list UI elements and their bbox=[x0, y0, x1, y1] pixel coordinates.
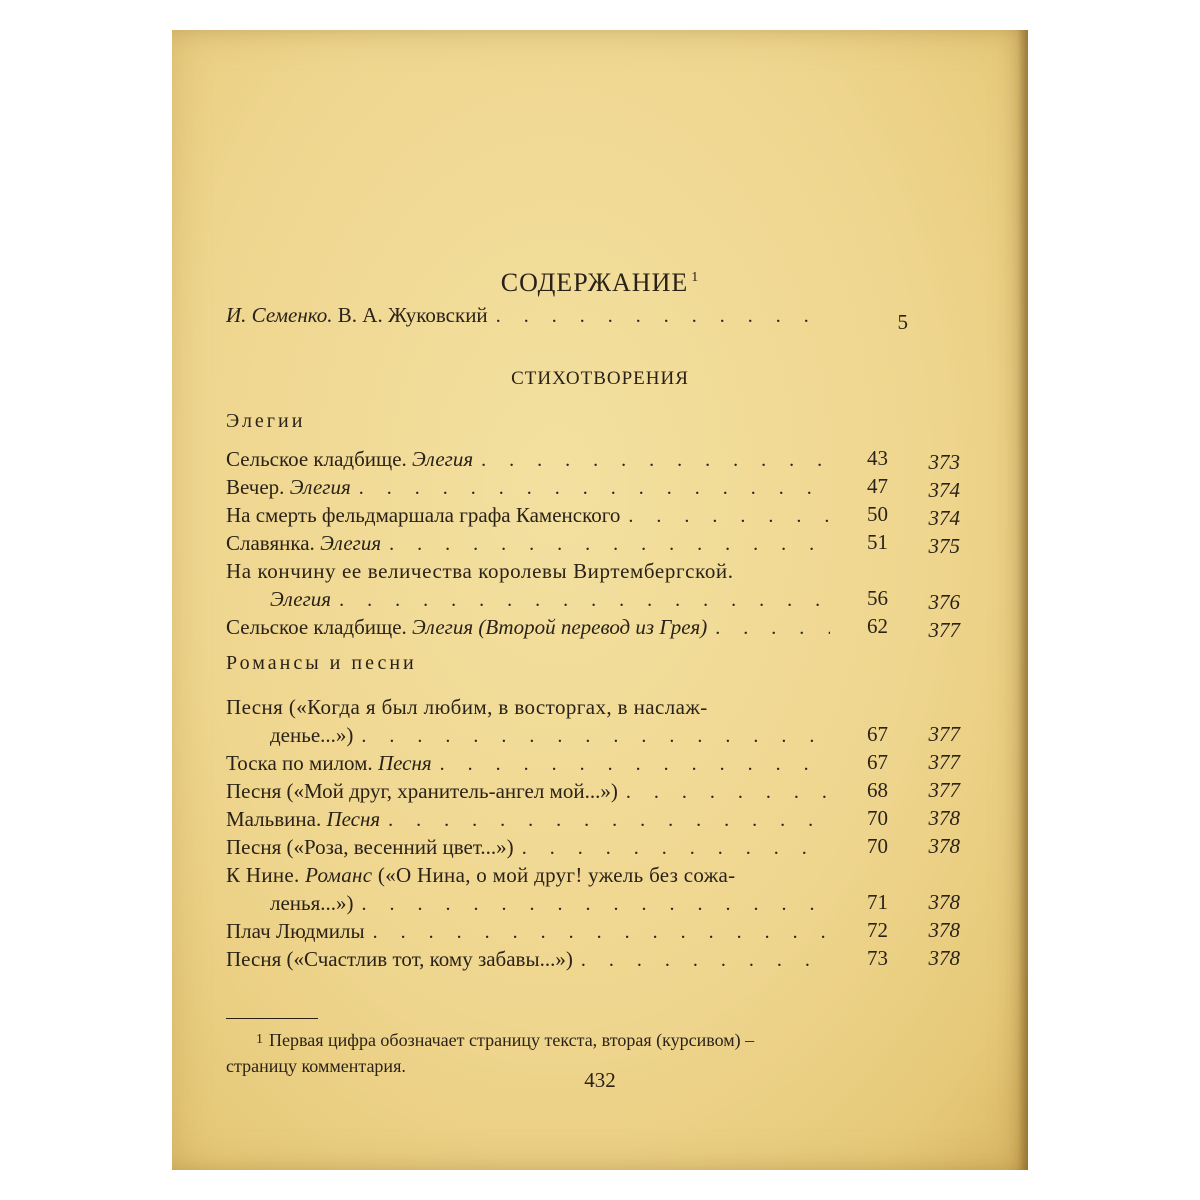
entry-page: 51 bbox=[867, 530, 888, 554]
entry-page: 72 bbox=[867, 918, 888, 942]
entry-page: 62 bbox=[867, 614, 888, 638]
toc-entry: Сельское кладбище. Элегия . . . bbox=[226, 444, 834, 472]
entry-page: 43 bbox=[867, 446, 888, 470]
entry-comment-page: 378 bbox=[928, 806, 960, 830]
toc-entry: К Нине. Романс («О Нина, о мой друг! ужель без сожа- bbox=[226, 863, 736, 887]
entry-page: 71 bbox=[867, 890, 888, 914]
page-number: 432 bbox=[584, 1068, 616, 1092]
entry-comment-page: 378 bbox=[928, 890, 960, 914]
section-heading: СТИХОТВОРЕНИЯ bbox=[511, 368, 689, 389]
toc-entry: Песня («Когда я был любим, в восторгах, в наслаж- bbox=[226, 695, 708, 719]
toc-entry-continuation: Элегия . . . bbox=[270, 584, 834, 612]
footnote-line-2: страницу комментария. bbox=[226, 1056, 406, 1076]
toc-entry-continuation: ленья...») . . . bbox=[270, 888, 834, 916]
group-heading-elegies: Элегии bbox=[226, 410, 306, 432]
intro-title: В. А. Жуковский bbox=[337, 303, 488, 327]
entry-comment-page: 374 bbox=[928, 478, 960, 502]
group-heading-romances: Романсы и песни bbox=[226, 652, 417, 674]
entry-comment-page: 377 bbox=[928, 722, 960, 746]
toc-entry: Песня («Счастлив тот, кому забавы...») . . . bbox=[226, 944, 834, 972]
page-shadow bbox=[1018, 30, 1028, 1170]
entry-comment-page: 377 bbox=[928, 778, 960, 802]
entry-comment-page: 378 bbox=[928, 834, 960, 858]
entry-comment-page: 374 bbox=[928, 506, 960, 530]
entry-page: 67 bbox=[867, 722, 888, 746]
footnote-mark: 1 bbox=[256, 1032, 263, 1047]
intro-entry bbox=[226, 300, 834, 328]
intro-author: И. Семенко. bbox=[226, 303, 333, 327]
entry-page: 50 bbox=[867, 502, 888, 526]
toc-entry: Вечер. Элегия . . . bbox=[226, 472, 834, 500]
entry-page: 56 bbox=[867, 586, 888, 610]
toc-entry: Славянка. Элегия . . . bbox=[226, 528, 834, 556]
entry-comment-page: 377 bbox=[928, 750, 960, 774]
toc-entry: На смерть фельдмаршала графа Каменского . . . bbox=[226, 500, 834, 528]
entry-page: 70 bbox=[867, 834, 888, 858]
footnote-rule bbox=[226, 1018, 318, 1019]
toc-entry-continuation: денье...») . . . bbox=[270, 720, 834, 748]
entry-page: 67 bbox=[867, 750, 888, 774]
entry-page: 73 bbox=[867, 946, 888, 970]
toc-entry: Плач Людмилы . . . bbox=[226, 916, 834, 944]
footnote-line-1: $^1$ Первая цифра обозначает страницу текста, вторая (курсивом) – bbox=[256, 1030, 755, 1050]
book-page bbox=[172, 30, 1028, 1170]
entry-page: 70 bbox=[867, 806, 888, 830]
entry-comment-page: 378 bbox=[928, 946, 960, 970]
toc-entry: Песня («Мой друг, хранитель-ангел мой...») . . . bbox=[226, 776, 834, 804]
entry-page: 47 bbox=[867, 474, 888, 498]
toc-entry: Тоска по милом. Песня . . . bbox=[226, 748, 834, 776]
title-footnote-mark: 1 bbox=[691, 270, 700, 285]
toc-entry: Мальвина. Песня . . . bbox=[226, 804, 834, 832]
toc-entry: Сельское кладбище. Элегия (Второй перевод из Грея) . . . bbox=[226, 612, 834, 640]
intro-page: 5 bbox=[897, 310, 908, 334]
page-title: СОДЕРЖАНИЕ $^1$ bbox=[500, 268, 700, 297]
toc-entry: Песня («Роза, весенний цвет...») . . . bbox=[226, 832, 834, 860]
entry-page: 68 bbox=[867, 778, 888, 802]
entry-comment-page: 375 bbox=[928, 534, 960, 558]
toc-entry: На кончину ее величества королевы Виртембергской. bbox=[226, 559, 734, 583]
entry-comment-page: 373 bbox=[928, 450, 960, 474]
entry-comment-page: 378 bbox=[928, 918, 960, 942]
entry-comment-page: 377 bbox=[928, 618, 960, 642]
entry-comment-page: 376 bbox=[928, 590, 960, 614]
